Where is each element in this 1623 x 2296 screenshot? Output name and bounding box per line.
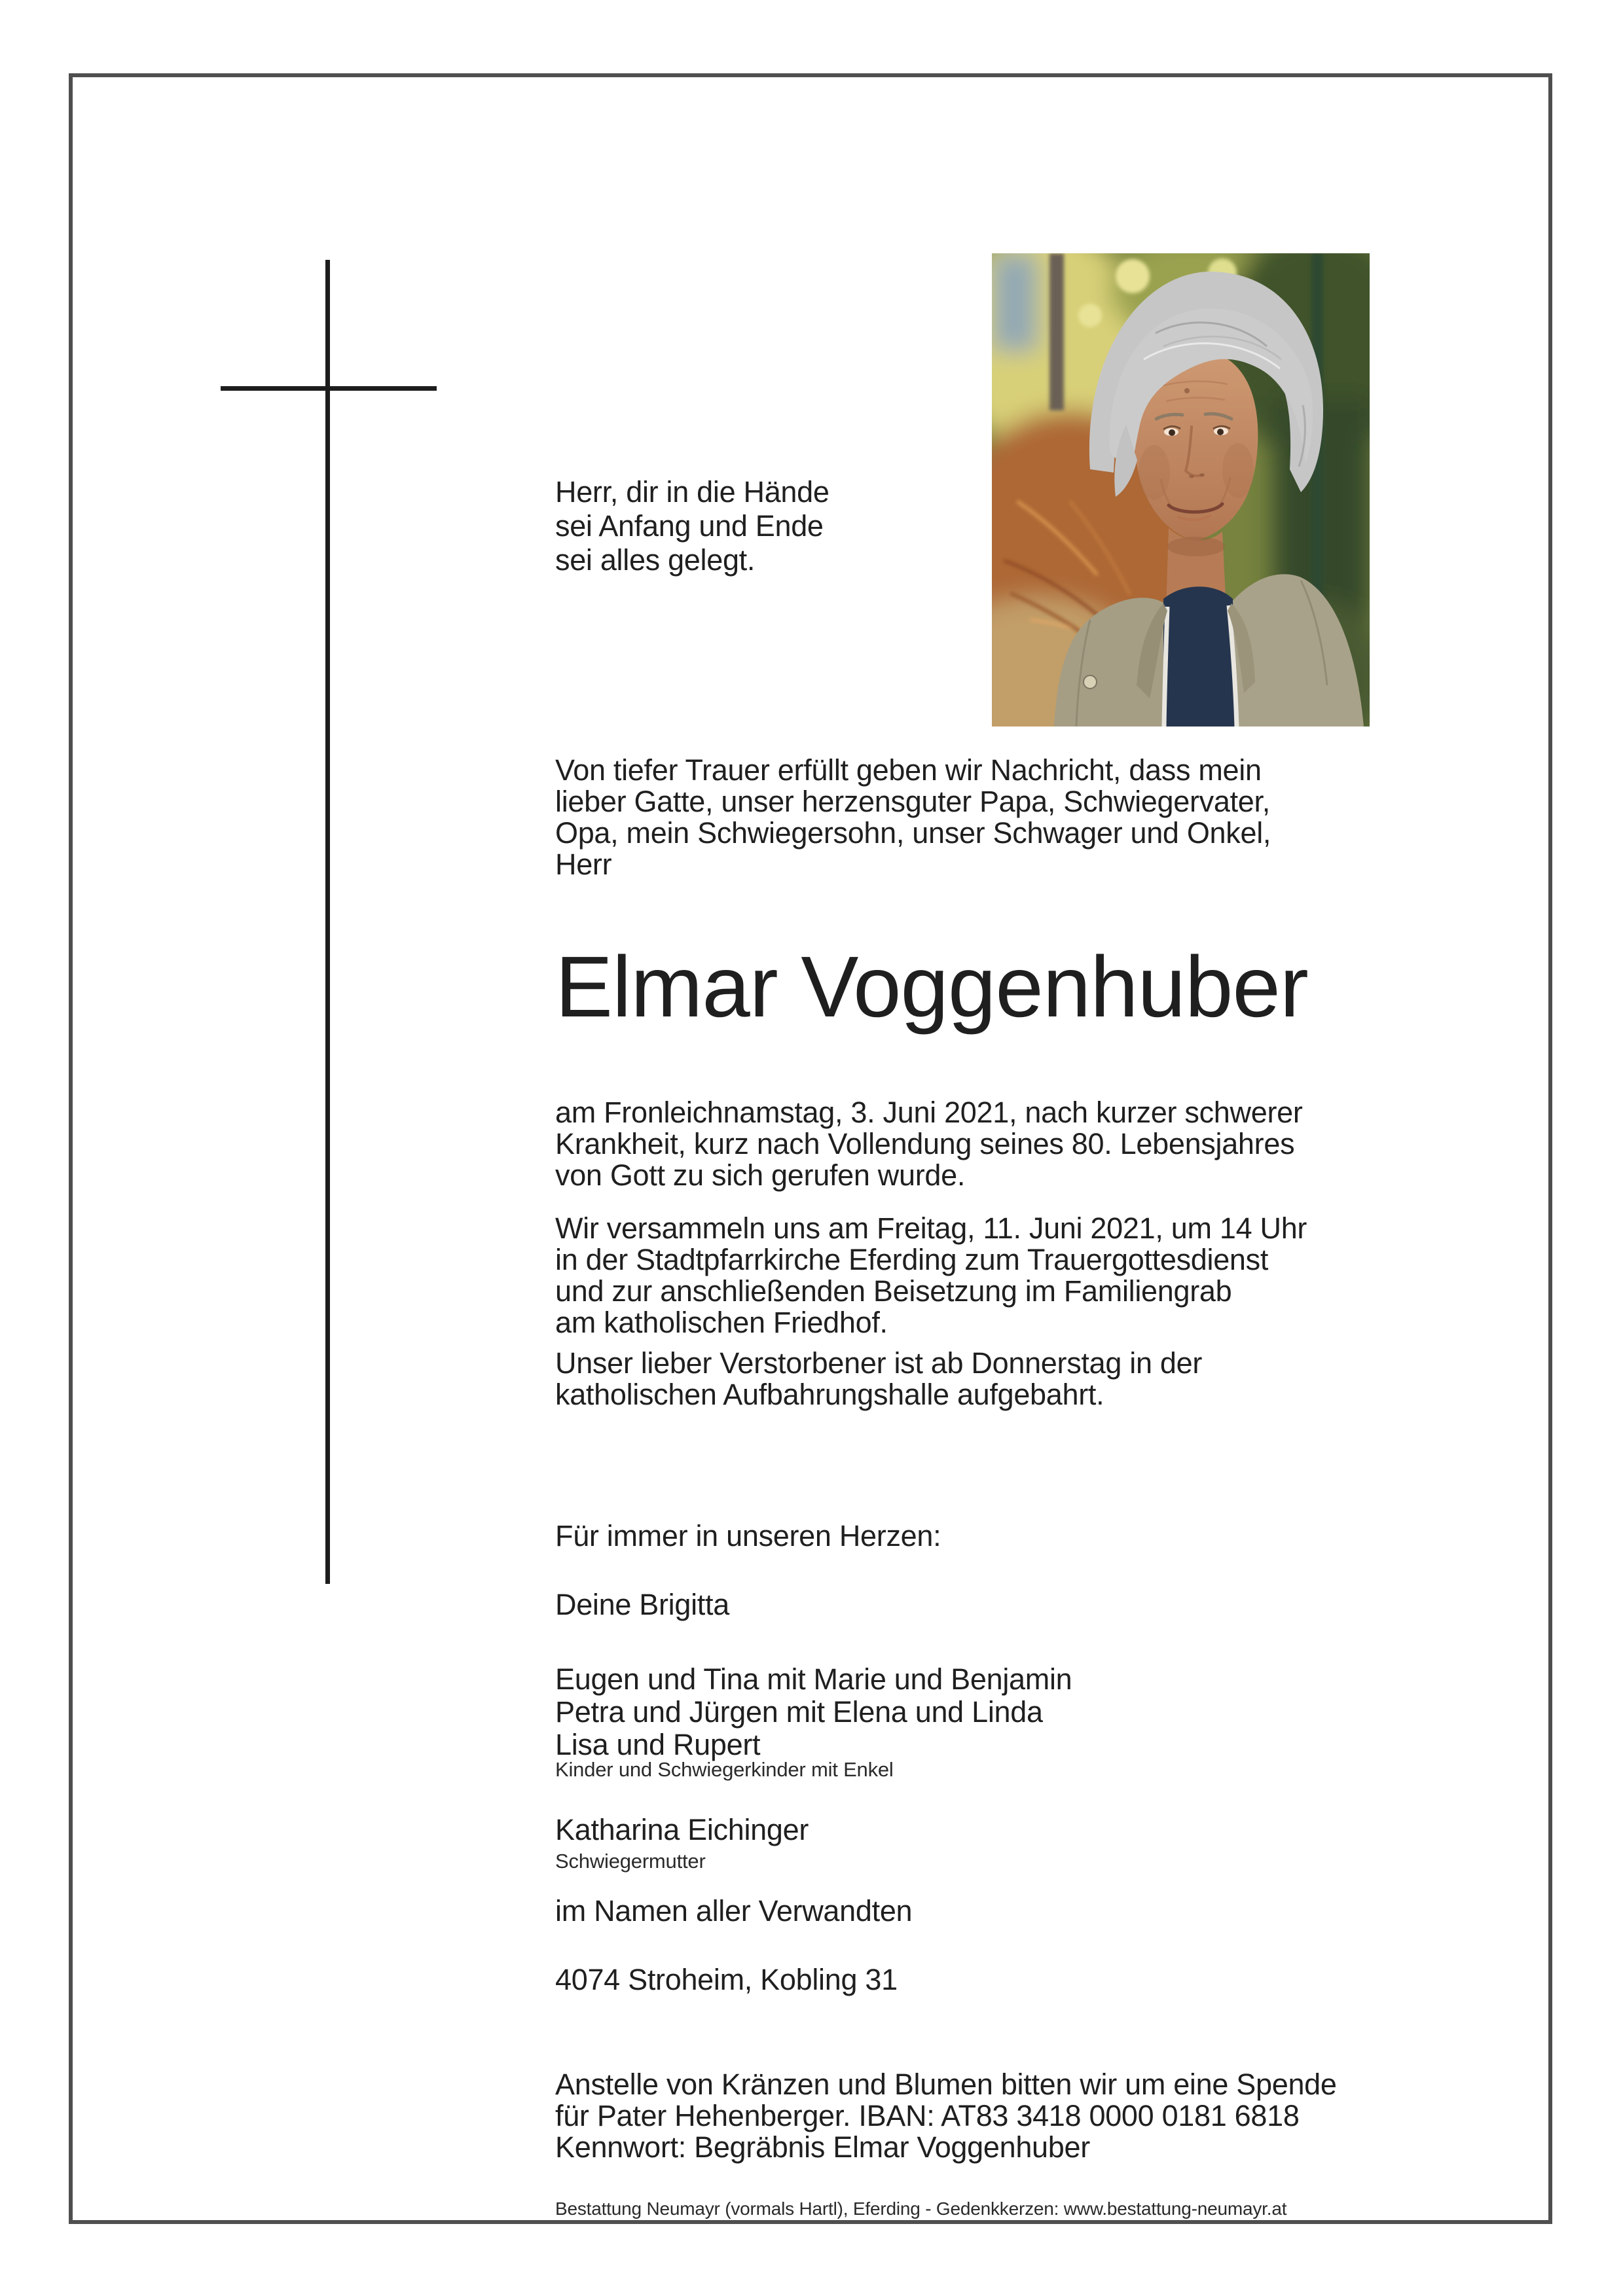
text-line: am katholischen Friedhof. (555, 1306, 888, 1339)
funeral-home-footer: Bestattung Neumayr (vormals Hartl), Eferding - Gedenkkerzen: www.bestattung-neumayr.at (555, 2198, 1287, 2219)
text-line: sei alles gelegt. (555, 543, 756, 577)
opening-quote (555, 475, 830, 577)
text-line: in der Stadtpfarrkirche Eferding zum Trauergottesdienst (555, 1243, 1269, 1276)
address-line: 4074 Stroheim, Kobling 31 (555, 1963, 898, 1996)
deceased-name: Elmar Voggenhuber (555, 939, 1308, 1035)
mother-in-law-caption: Schwiegermutter (555, 1850, 706, 1873)
text-line: für Pater Hehenberger. IBAN: AT83 3418 0000 0181 6818 (555, 2099, 1300, 2132)
text-line: Wir versammeln uns am Freitag, 11. Juni 2021, um 14 Uhr (555, 1211, 1307, 1245)
text-line: Lisa und Rupert (555, 1728, 761, 1761)
farewell-heading: Für immer in unseren Herzen: (555, 1519, 941, 1552)
text-line: katholischen Aufbahrungshalle aufgebahrt. (555, 1378, 1104, 1411)
text-line: Unser lieber Verstorbener ist ab Donnerstag in der (555, 1346, 1203, 1380)
text-line: Von tiefer Trauer erfüllt geben wir Nachricht, dass mein (555, 753, 1262, 787)
text-line: Herr, dir in die Hände (555, 475, 830, 509)
children-caption: Kinder und Schwiegerkinder mit Enkel (555, 1758, 894, 1781)
relatives-line: im Namen aller Verwandten (555, 1894, 913, 1928)
cross-horizontal-bar (221, 386, 437, 391)
text-line: Kennwort: Begräbnis Elmar Voggenhuber (555, 2130, 1090, 2164)
text-line: Eugen und Tina mit Marie und Benjamin (555, 1662, 1072, 1696)
portrait-photo (992, 253, 1370, 726)
text-line: sei Anfang und Ende (555, 509, 824, 543)
mourner-mother-in-law: Katharina Eichinger (555, 1813, 809, 1846)
text-line: lieber Gatte, unser herzensguter Papa, Schwiegervater, (555, 785, 1270, 818)
donation-paragraph (555, 2069, 1337, 2163)
mourner-wife: Deine Brigitta (555, 1588, 729, 1621)
text-line: von Gott zu sich gerufen wurde. (555, 1158, 966, 1192)
text-line: Anstelle von Kränzen und Blumen bitten wir um eine Spende (555, 2068, 1337, 2101)
text-line: Petra und Jürgen mit Elena und Linda (555, 1695, 1043, 1729)
mourners-children (555, 1663, 1072, 1761)
text-line: Herr (555, 848, 612, 881)
intro-paragraph (555, 755, 1271, 880)
text-line: Opa, mein Schwiegersohn, unser Schwager und Onkel, (555, 816, 1271, 850)
death-details-paragraph (555, 1097, 1303, 1191)
text-line: und zur anschließenden Beisetzung im Familiengrab (555, 1274, 1232, 1308)
cross-vertical-bar (325, 260, 330, 1584)
text-line: am Fronleichnamstag, 3. Juni 2021, nach kurzer schwerer (555, 1096, 1303, 1129)
funeral-service-paragraph (555, 1213, 1307, 1338)
text-line: Krankheit, kurz nach Vollendung seines 80. Lebensjahres (555, 1127, 1295, 1160)
viewing-paragraph (555, 1348, 1202, 1410)
